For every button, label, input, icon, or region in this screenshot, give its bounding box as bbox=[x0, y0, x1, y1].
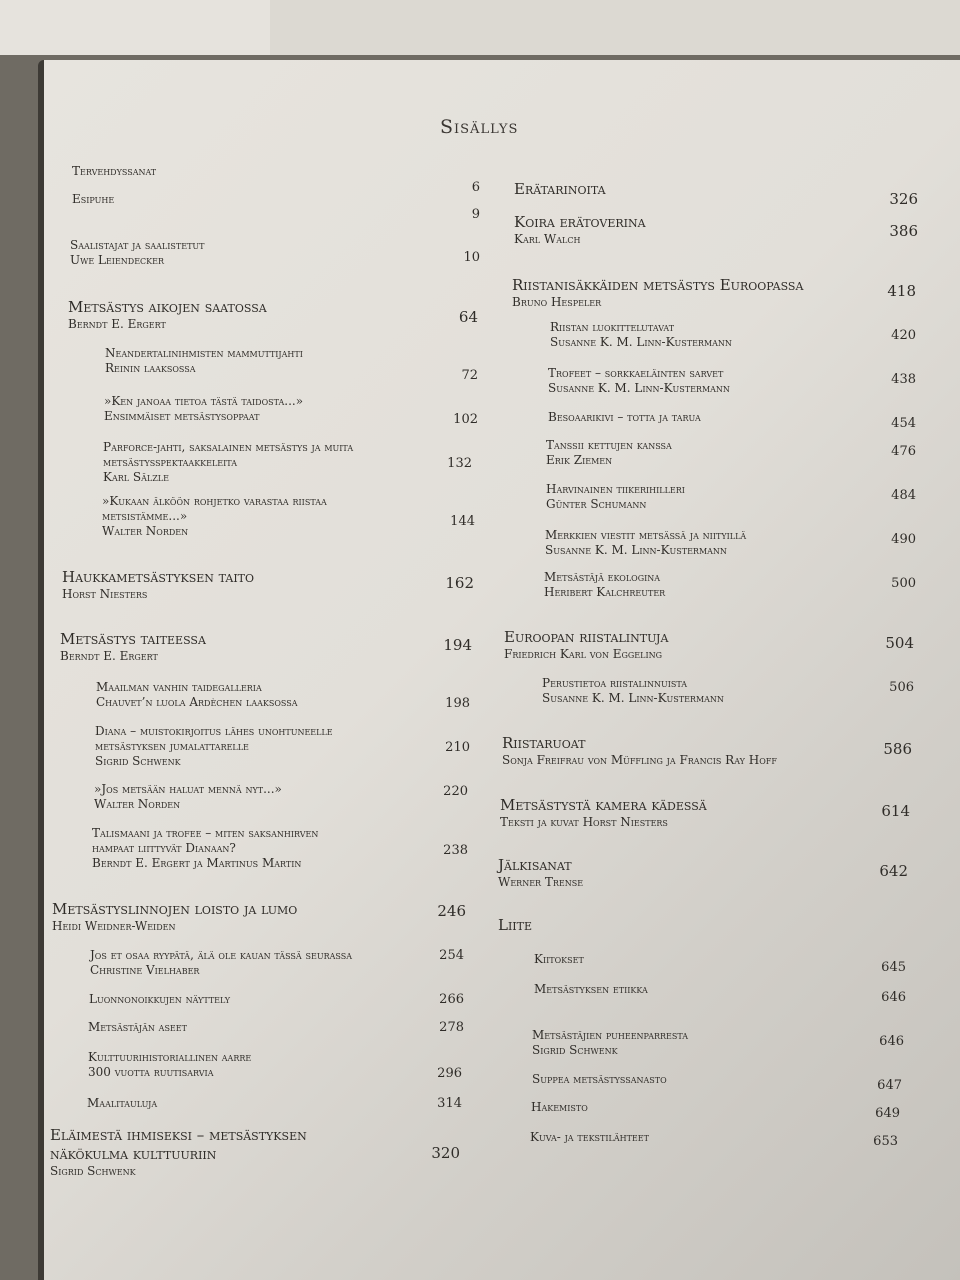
toc-entry-page-number: 64 bbox=[458, 308, 478, 326]
toc-entry-page-number: 132 bbox=[447, 456, 472, 471]
toc-entry-page-number: 614 bbox=[881, 802, 910, 820]
toc-entry-page-number: 649 bbox=[875, 1106, 900, 1121]
page-title: Sisällys bbox=[440, 116, 519, 138]
toc-entry-taiteessa bbox=[60, 630, 206, 664]
toc-entry-title: Tanssii kettujen kanssa bbox=[546, 438, 672, 452]
toc-entry-besoaarikivi bbox=[548, 410, 701, 425]
toc-entry-title: Tervehdyssanat bbox=[72, 164, 157, 178]
toc-entry-etiikka bbox=[534, 982, 648, 997]
toc-entry-author: Sonja Freifrau von Müffling ja Francis Ray Hoff bbox=[502, 752, 777, 767]
toc-entry-title: Luonnonoikkujen näyttely bbox=[89, 992, 231, 1006]
toc-entry-page-number: 506 bbox=[889, 680, 914, 695]
toc-entry-page-number: 586 bbox=[883, 740, 912, 758]
toc-entry-page-number: 10 bbox=[463, 250, 480, 265]
toc-entry-title: »Ken janoaa tietoa tästä taidosta...» Ensimmäiset metsästysoppaat bbox=[104, 394, 304, 423]
toc-entry-page-number: 194 bbox=[443, 636, 472, 654]
toc-entry-perustietoa bbox=[542, 676, 724, 706]
toc-entry-author: Uwe Leiendecker bbox=[70, 253, 165, 267]
toc-entry-title: Haukkametsästyksen taito bbox=[62, 568, 255, 586]
toc-entry-merkkien bbox=[545, 528, 746, 558]
toc-entry-title: Eläimestä ihmiseksi – metsästyksen näkökulma kulttuuriin bbox=[50, 1126, 307, 1163]
toc-entry-riistalintuja bbox=[504, 628, 668, 662]
toc-entry-title: Perustietoa riistalinnuista bbox=[542, 676, 688, 690]
toc-entry-author: Heribert Kalchreuter bbox=[544, 585, 666, 599]
toc-entry-title: Metsästystä kamera kädessä bbox=[500, 796, 707, 814]
toc-entry-title: Esipuhe bbox=[72, 192, 115, 206]
toc-entry-riistanisakkaiden bbox=[512, 276, 803, 310]
toc-entry-author: Bruno Hespeler bbox=[512, 294, 602, 309]
toc-entry-esipuhe bbox=[72, 192, 114, 207]
toc-entry-title: »Jos metsään haluat mennä nyt...» bbox=[94, 782, 282, 796]
toc-entry-haukka bbox=[62, 568, 254, 602]
toc-entry-neandertal bbox=[105, 346, 303, 376]
toc-entry-title: Metsästäjä ekologina bbox=[544, 570, 661, 584]
toc-entry-page-number: 6 bbox=[471, 180, 480, 195]
toc-entry-saalistajat bbox=[70, 238, 204, 268]
toc-entry-page-number: 198 bbox=[445, 696, 470, 711]
toc-entry-author: Karl Walch bbox=[514, 231, 581, 246]
toc-entry-author: Günter Schumann bbox=[546, 497, 647, 511]
toc-entry-title: Metsästyslinnojen loisto ja lumo bbox=[52, 900, 298, 918]
toc-entry-author: Berndt E. Ergert bbox=[68, 316, 166, 331]
toc-entry-page-number: 490 bbox=[891, 532, 916, 547]
toc-entry-ken-janoaa bbox=[104, 394, 303, 424]
toc-entry-page-number: 438 bbox=[891, 372, 916, 387]
toc-entry-page-number: 246 bbox=[437, 902, 466, 920]
toc-entry-author: Werner Trense bbox=[498, 874, 584, 889]
toc-entry-title: Metsästäjän aseet bbox=[88, 1020, 187, 1034]
toc-entry-sanasto bbox=[532, 1072, 667, 1087]
background-page-left bbox=[0, 0, 272, 55]
toc-entry-elaimesta bbox=[50, 1126, 307, 1179]
toc-entry-author: Sigrid Schwenk bbox=[95, 754, 181, 768]
toc-entry-page-number: 314 bbox=[437, 1096, 462, 1111]
toc-entry-title: »Kukaan älköön rohjetko varastaa riistaa metsistämme...» bbox=[102, 494, 327, 523]
toc-entry-luonnonoikkujen bbox=[89, 992, 230, 1007]
toc-entry-title: Liite bbox=[498, 916, 533, 934]
toc-entry-author: Teksti ja kuvat Horst Niesters bbox=[500, 814, 668, 829]
toc-entry-title: Euroopan riistalintuja bbox=[504, 628, 669, 646]
toc-entry-page-number: 645 bbox=[881, 960, 906, 975]
toc-entry-page-number: 646 bbox=[879, 1034, 904, 1049]
toc-entry-page-number: 454 bbox=[891, 416, 916, 431]
toc-entry-title: Saalistajat ja saalistetut bbox=[70, 238, 205, 252]
toc-entry-eratarinoita bbox=[514, 180, 606, 199]
toc-entry-kiitokset bbox=[534, 952, 584, 967]
toc-entry-page-number: 484 bbox=[891, 488, 916, 503]
toc-entry-title: Riistan luokittelutavat bbox=[550, 320, 675, 334]
toc-entry-author: Walter Norden bbox=[102, 524, 189, 538]
toc-entry-puheenparresta bbox=[532, 1028, 688, 1058]
toc-entry-page-number: 210 bbox=[445, 740, 470, 755]
toc-entry-page-number: 278 bbox=[439, 1020, 464, 1035]
toc-entry-page-number: 420 bbox=[891, 328, 916, 343]
toc-entry-title: Jälkisanat bbox=[498, 856, 572, 874]
toc-entry-lahteet bbox=[530, 1130, 649, 1145]
toc-entry-maailman bbox=[96, 680, 298, 710]
toc-entry-page-number: 326 bbox=[889, 190, 918, 208]
toc-entry-title: Hakemisto bbox=[531, 1100, 588, 1114]
toc-entry-author: Berndt E. Ergert ja Martinus Martin bbox=[92, 856, 302, 870]
toc-entry-linnojen bbox=[52, 900, 297, 934]
toc-entry-title: Koira erätoverina bbox=[514, 213, 646, 231]
toc-entry-riistaruoat bbox=[502, 734, 777, 768]
toc-entry-author: Horst Niesters bbox=[62, 586, 148, 601]
toc-entry-title: Kulttuurihistoriallinen aarre 300 vuotta ruutisarvia bbox=[88, 1050, 252, 1079]
toc-entry-title: Riistanisäkkäiden metsästys Euroopassa bbox=[512, 276, 804, 294]
toc-entry-jalkisanat bbox=[498, 856, 583, 890]
toc-entry-author: Christine Vielhaber bbox=[90, 963, 200, 977]
toc-entry-title: Maailman vanhin taidegalleria Chauvet’n luola Ardèchen laaksossa bbox=[96, 680, 298, 709]
toc-entry-author: Karl Sälzle bbox=[103, 470, 169, 484]
toc-entry-author: Friedrich Karl von Eggeling bbox=[504, 646, 663, 661]
toc-entry-title: Metsästäjien puheenparresta bbox=[532, 1028, 689, 1042]
toc-entry-title: Riistaruoat bbox=[502, 734, 586, 752]
toc-entry-liite bbox=[498, 916, 532, 935]
toc-entry-author: Walter Norden bbox=[94, 797, 181, 811]
toc-entry-parforce bbox=[103, 440, 353, 485]
toc-entry-page-number: 238 bbox=[443, 843, 468, 858]
toc-entry-page-number: 254 bbox=[439, 948, 464, 963]
toc-entry-title: Merkkien viestit metsässä ja niityillä bbox=[545, 528, 747, 542]
toc-entry-title: Suppea metsästyssanasto bbox=[532, 1072, 667, 1086]
toc-entry-author: Susanne K. M. Linn-Kustermann bbox=[550, 335, 732, 349]
toc-entry-kulttuurihistoriallinen bbox=[88, 1050, 251, 1080]
toc-entry-title: Diana – muistokirjoitus lähes unohtuneelle metsästyksen jumalattarelle bbox=[95, 724, 333, 753]
toc-entry-title: Erätarinoita bbox=[514, 180, 606, 198]
toc-entry-title: Besoaarikivi – totta ja tarua bbox=[548, 410, 701, 424]
toc-entry-page-number: 144 bbox=[450, 514, 475, 529]
toc-entry-metsastys-aikojen bbox=[68, 298, 267, 332]
toc-entry-title: Harvinainen tiikerihilleri bbox=[546, 482, 685, 496]
toc-entry-author: Erik Ziemen bbox=[546, 453, 613, 467]
toc-entry-page-number: 9 bbox=[471, 207, 480, 222]
toc-entry-talismaani bbox=[92, 826, 318, 871]
toc-entry-riistan-luokittelu bbox=[550, 320, 732, 350]
toc-entry-author: Sigrid Schwenk bbox=[532, 1043, 618, 1057]
toc-entry-tanssii bbox=[546, 438, 672, 468]
background-paper bbox=[270, 0, 960, 55]
toc-entry-aseet bbox=[88, 1020, 187, 1035]
toc-entry-author: Susanne K. M. Linn-Kustermann bbox=[542, 691, 724, 705]
toc-entry-kamera bbox=[500, 796, 707, 830]
toc-entry-page-number: 646 bbox=[881, 990, 906, 1005]
toc-entry-title: Metsästyksen etiikka bbox=[534, 982, 648, 996]
toc-entry-title: Kiitokset bbox=[534, 952, 584, 966]
toc-entry-page-number: 653 bbox=[873, 1134, 898, 1149]
toc-entry-page-number: 162 bbox=[445, 574, 474, 592]
toc-entry-trofeet bbox=[548, 366, 730, 396]
toc-entry-author: Susanne K. M. Linn-Kustermann bbox=[545, 543, 727, 557]
toc-entry-page-number: 476 bbox=[891, 444, 916, 459]
toc-entry-tervehdyssanat bbox=[72, 164, 156, 179]
toc-entry-title: Metsästys taiteessa bbox=[60, 630, 206, 648]
toc-entry-harvinainen bbox=[546, 482, 685, 512]
toc-entry-title: Trofeet – sorkkaeläinten sarvet bbox=[548, 366, 724, 380]
toc-entry-page-number: 266 bbox=[439, 992, 464, 1007]
toc-entry-kukaan bbox=[102, 494, 327, 539]
toc-entry-page-number: 386 bbox=[889, 222, 918, 240]
toc-entry-page-number: 504 bbox=[885, 634, 914, 652]
toc-entry-diana bbox=[95, 724, 333, 769]
toc-entry-maalitauluja bbox=[87, 1096, 157, 1111]
toc-entry-page-number: 296 bbox=[437, 1066, 462, 1081]
toc-entry-page-number: 220 bbox=[443, 784, 468, 799]
toc-entry-title: Jos et osaa ryypätä, älä ole kauan tässä seurassa bbox=[90, 948, 352, 962]
toc-entry-title: Parforce-jahti, saksalainen metsästys ja muita metsästysspektaakkeleita bbox=[103, 440, 354, 469]
toc-entry-hakemisto bbox=[531, 1100, 588, 1115]
toc-entry-page-number: 320 bbox=[431, 1144, 460, 1162]
toc-entry-title: Metsästys aikojen saatossa bbox=[68, 298, 267, 316]
toc-entry-page-number: 418 bbox=[887, 282, 916, 300]
toc-entry-koira bbox=[514, 213, 646, 247]
toc-entry-title: Kuva- ja tekstilähteet bbox=[530, 1130, 649, 1144]
toc-entry-jos-et-osaa bbox=[90, 948, 352, 978]
toc-entry-author: Susanne K. M. Linn-Kustermann bbox=[548, 381, 730, 395]
toc-entry-title: Talismaani ja trofee – miten saksanhirven hampaat liittyvät Dianaan? bbox=[92, 826, 319, 855]
toc-entry-page-number: 72 bbox=[461, 368, 478, 383]
toc-entry-author: Sigrid Schwenk bbox=[50, 1163, 136, 1178]
toc-entry-page-number: 500 bbox=[891, 576, 916, 591]
toc-entry-ekologina bbox=[544, 570, 665, 600]
toc-entry-title: Maalitauluja bbox=[87, 1096, 158, 1110]
toc-entry-author: Heidi Weidner-Weiden bbox=[52, 918, 176, 933]
toc-entry-page-number: 647 bbox=[877, 1078, 902, 1093]
toc-entry-page-number: 642 bbox=[879, 862, 908, 880]
toc-entry-page-number: 102 bbox=[453, 412, 478, 427]
toc-entry-jos-metsaan bbox=[94, 782, 282, 812]
toc-entry-author: Berndt E. Ergert bbox=[60, 648, 158, 663]
toc-entry-title: Neandertalinihmisten mammuttijahti Reinin laaksossa bbox=[105, 346, 303, 375]
